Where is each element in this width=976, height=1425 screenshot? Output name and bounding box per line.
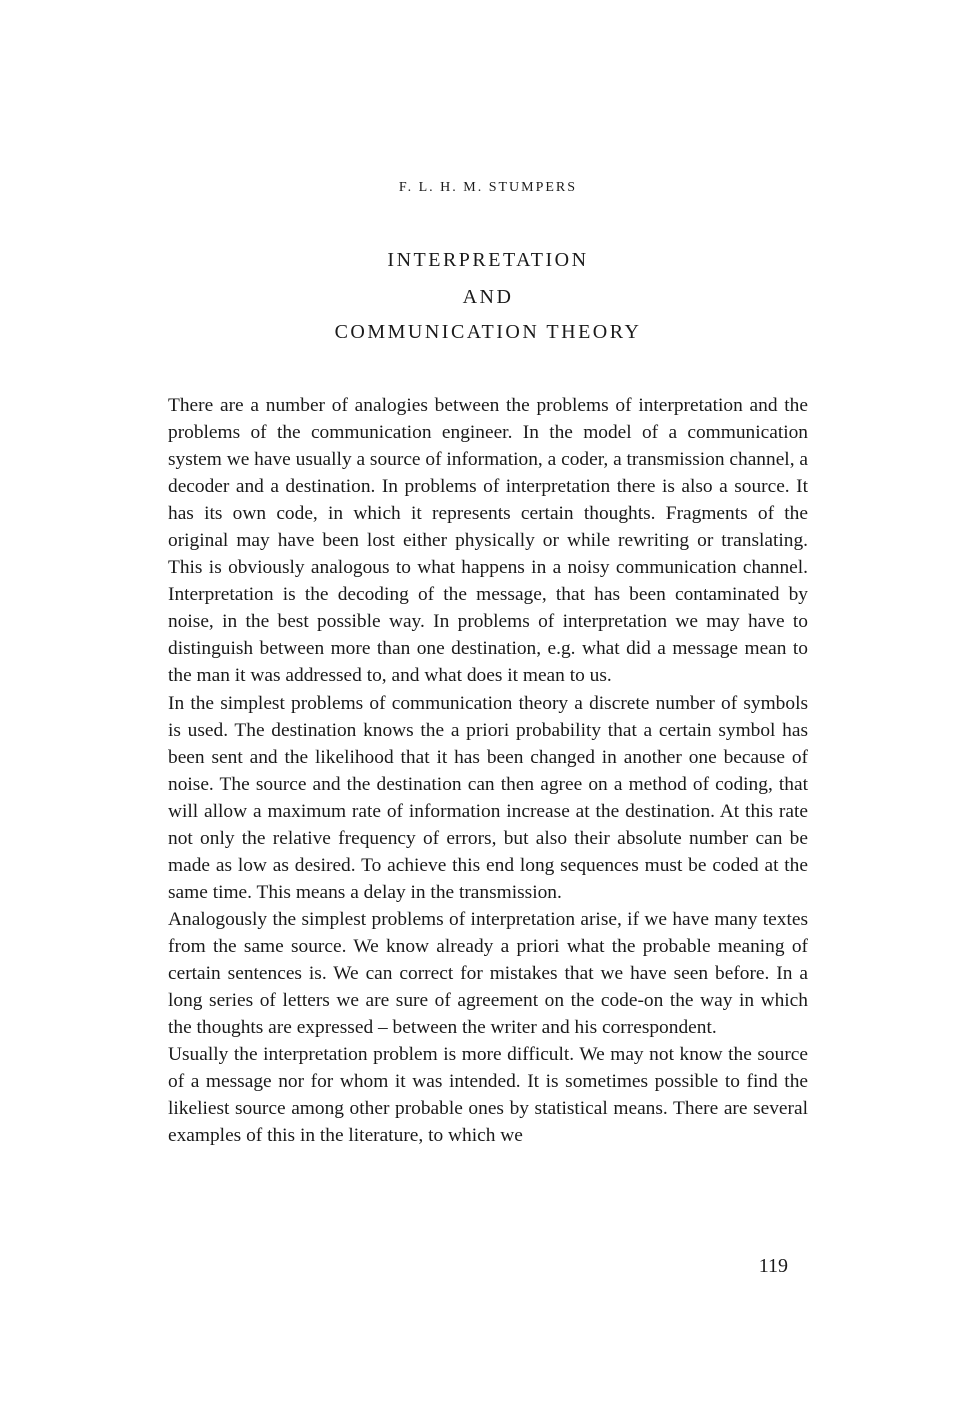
page-number: 119 [758,1255,788,1277]
title-line-1: INTERPRETATION [387,249,589,271]
title-line-2: AND [462,286,514,308]
paragraph: Analogously the simplest problems of interpretation arise, if we have many textes from the same source. We know already a priori what the probable meaning of certain sentences is. We can correct for mistakes that we have seen before. In a long series of letters we are sure of agreement on the code-on the way in which the thoughts are expressed – between the writer and his correspondent. [168,908,808,1039]
paragraph: Usually the interpretation problem is more difficult. We may not know the source of a message nor for whom it was intended. It is sometimes possible to find the likeliest source among other probable ones by statistical means. There are several examples of this in the literature, to which we [168,1044,808,1147]
paragraph: In the simplest problems of communication theory a discrete number of symbols is used. The destination knows the a priori probability that a certain symbol has been sent and the likelihood that it has been changed in another one because of noise. The source and the destination can then agree on a method of coding, that will allow a maximum rate of information increase at the destination. At this rate not only the relative frequency of errors, but also their absolute number can be made as low as desired. To achieve this end long sequences must be coded at the same time. This means a delay in the transmission. [168,692,808,903]
paragraph: There are a number of analogies between the problems of interpretation and the problems of the communication engineer. In the model of a communication system we have usually a source of information, a coder, a transmission channel, a decoder and a destination. In problems of interpretation there is also a source. It has its own code, in which it represents certain thoughts. Fragments of the original may have been lost either physically or while rewriting or translating. This is obviously analogous to what happens in a noisy communication channel. Interpretation is the decoding of the message, that has been contaminated by noise, in the best possible way. In problems of interpretation we may have to distinguish between more than one destination, e.g. what did a message mean to the man it was addressed to, and what does it mean to us. [168,395,808,687]
body-text [168,392,808,1149]
author-name: F. L. H. M. STUMPERS [398,180,578,195]
title-line-3: COMMUNICATION THEORY [334,321,642,343]
